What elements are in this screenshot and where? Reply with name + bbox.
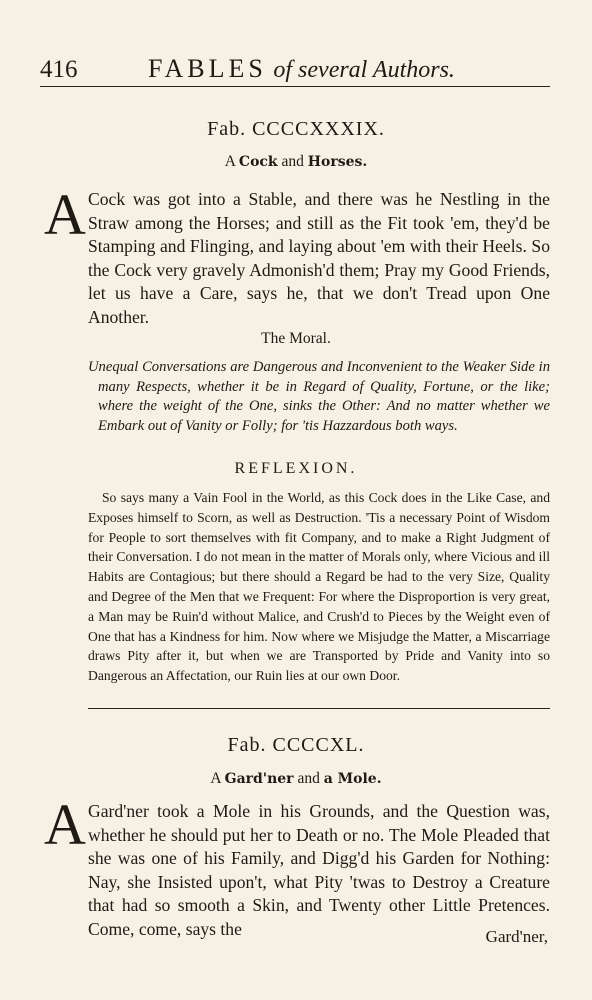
section-divider xyxy=(88,708,550,709)
page-number: 416 xyxy=(40,56,78,83)
fable-title-word2: Horses. xyxy=(307,154,368,170)
fable-title-prefix: A xyxy=(224,153,236,170)
moral-text: Unequal Conversations are Dangerous and Inconvenient to the Weaker Side in many Respects, whether it be in Regard of Quality, Fortune, or the like; where the weight of the One, sinks the Other: And no matter whether we Embark out of Vanity or Folly; for 'tis Hazzardous both ways. xyxy=(88,359,550,434)
fable-title xyxy=(0,153,592,171)
running-title xyxy=(148,54,455,84)
drop-cap: A xyxy=(44,182,86,247)
moral-heading: The Moral. xyxy=(261,330,331,347)
fable-number: Fab. CCCCXXXIX. xyxy=(207,118,385,140)
fable-title-and: and xyxy=(281,153,304,170)
running-title-caps: FABLES xyxy=(148,54,267,83)
reflexion-heading: REFLEXION. xyxy=(234,460,358,477)
fable-title-and: and xyxy=(297,770,320,787)
fable-text: Cock was got into a Stable, and there was he Nestling in the Straw among the Horses; and still as the Fit took 'em, they'd be Stamping and Flinging, and laying about 'em with their Heels. So the Cock very gravely Admonish'd them; Pray my Good Friends, let us have a Care, says he, that we don't Tread upon One Another. xyxy=(88,189,550,327)
page-header xyxy=(40,50,550,87)
fable-title-prefix: A xyxy=(210,770,221,787)
reflexion-text: So says many a Vain Fool in the World, as this Cock does in the Like Case, and Exposes himself to Scorn, as well as Destruction. 'Tis a necessary Point of Wisdom for People to sort themselves with fit Company, and to make a Right Judgment of their Conversation. I do not mean in the matter of Morals only, where Vicious and ill Habits are Contagious; but there should a Regard be had to the very Size, Quality and Degree of the Men that we Frequent: For where the Disproportion is very great, a Man may be Ruin'd without Malice, and Crush'd to Pieces by the Weight even of One that has a Kindness for him. Now where we Misjudge the Matter, a Miscarriage draws Pity after it, but when we are Transported by Pride and Vanity into so Dangerous an Affectation, our Ruin lies at our own Door. xyxy=(88,490,550,684)
fable-title-word2: a Mole. xyxy=(323,771,382,787)
running-title-italic: of several Authors. xyxy=(273,57,455,83)
fable-title xyxy=(0,770,592,788)
fable-text: Gard'ner took a Mole in his Grounds, and the Question was, whether he should put her to Death or no. The Mole Pleaded that she was one of his Family, and Digg'd his Garden for Nothing: Nay, she Insisted upon't, what Pity 'twas to Destroy a Creature that had so smooth a Skin, and Twenty other Little Pretences. Come, come, says the xyxy=(88,801,550,939)
drop-cap: A xyxy=(44,792,86,857)
catchword: Gard'ner, xyxy=(485,927,548,946)
fable-title-word1: Gard'ner xyxy=(224,771,294,787)
fable-title-word1: Cock xyxy=(238,154,278,170)
fable-number: Fab. CCCCXL. xyxy=(227,734,365,756)
